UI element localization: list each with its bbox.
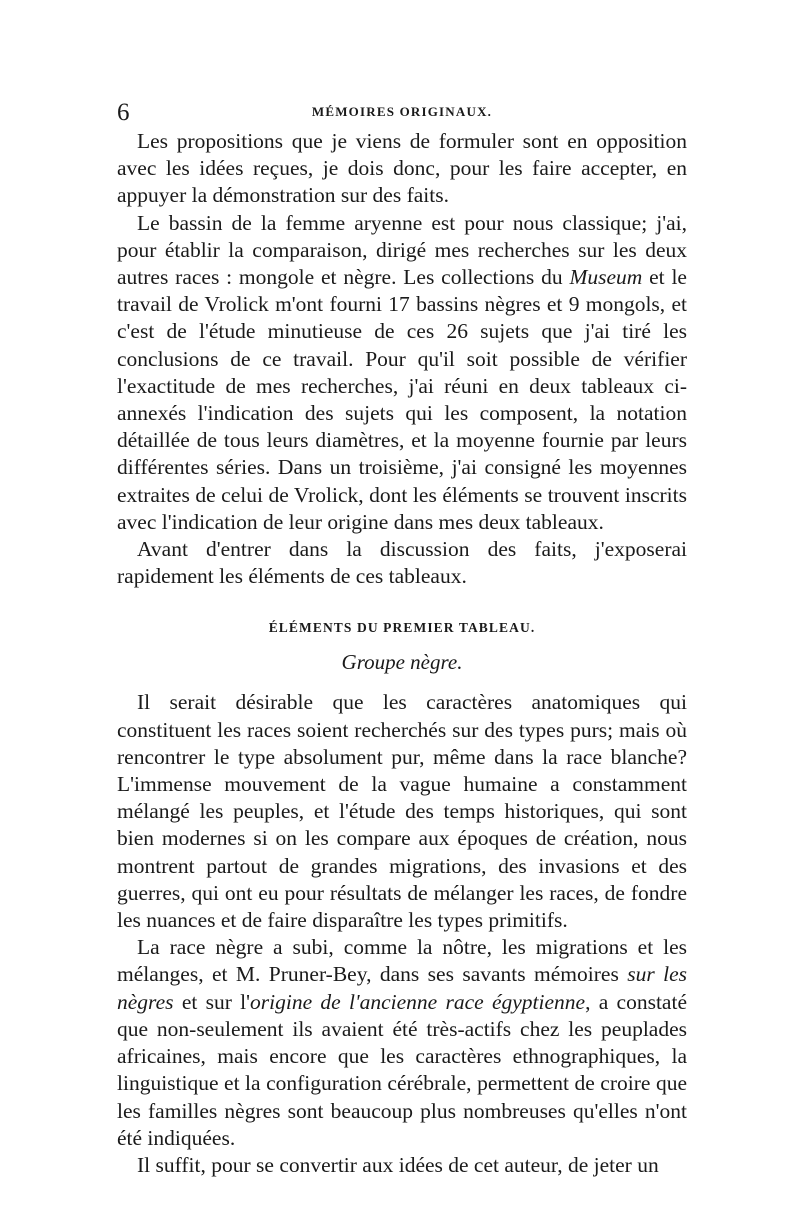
page-header [117, 98, 687, 128]
paragraph-5-italic-b: origine de l'ancienne race égyptienne [250, 989, 586, 1014]
paragraph-5 [117, 934, 687, 1152]
paragraph-1: Les propositions que je viens de formuler sont en opposition avec les idées reçues, je dois donc, pour les faire accepter, en appuyer la démonstration sur des faits. [117, 129, 687, 208]
paragraph-5-text-a: La race nègre a subi, comme la nôtre, les migrations et les mélanges, et M. Pruner-Bey, dans ses savants mémoires [117, 935, 687, 987]
paragraph-5-text-c: , a constaté que non-seulement ils avaient été très-actifs chez les peuplades africaines, mais encore que les caractères ethnographiques, la linguistique et la configuration cérébrale, permettent de croire que les familles nègres sont beaucoup plus nombreuses qu'elles n'ont été indiquées. [117, 989, 687, 1150]
running-title: MÉMOIRES ORIGINAUX. [311, 104, 493, 119]
paragraph-5-text-b: et sur l' [173, 989, 251, 1014]
subsection-heading: Groupe nègre. [341, 650, 463, 675]
paragraph-5-italic-a: sur les nègres [117, 962, 687, 1014]
paragraph-6: Il suffit, pour se convertir aux idées de cet auteur, de jeter un [137, 1152, 659, 1177]
book-page [117, 98, 687, 1179]
paragraph-2-text-b: et le travail de Vrolick m'ont fourni 17 bassins nègres et 9 mongols, et c'est de l'étude minutieuse de ces 26 sujets que j'ai tiré les conclusions de ce travail. Pour qu'il soit possible de vérifier l'exactitude de mes recherches, j'ai réuni en deux tableaux ci-annexés l'indication des sujets qui les composent, la notation détaillée de tous leurs diamètres, et la moyenne fournie par leurs différentes séries. Dans un troisième, j'ai consigné les moyennes extraites de celui de Vrolick, dont les éléments se trouvent inscrits avec l'indication de leur origine dans mes deux tableaux. [117, 265, 687, 534]
museum-italic: Museum [569, 265, 643, 290]
paragraph-3: Avant d'entrer dans la discussion des faits, j'exposerai rapidement les éléments de ces tableaux. [117, 537, 687, 589]
paragraph-2 [117, 210, 687, 536]
page-number: 6 [117, 99, 130, 126]
paragraph-2-text-a: Le bassin de la femme aryenne est pour nous classique; j'ai, pour établir la comparaison, dirigé mes recherches sur les deux autres races : mongole et nègre. Les collections du [117, 210, 687, 290]
paragraph-4: Il serait désirable que les caractères anatomiques qui constituent les races soient recherchés sur des types purs; mais où rencontrer le type absolument pur, même dans la race blanche? L'immense mouvement de la vague humaine a constamment mélangé les peuples, et l'étude des temps historiques, qui sont bien modernes si on les compare aux époques de création, nous montrent partout de grandes migrations, des invasions et des guerres, qui ont eu pour résultats de mélanger les races, de fondre les nuances et de faire disparaître les types primitifs. [117, 690, 687, 933]
section-heading: ÉLÉMENTS DU PREMIER TABLEAU. [268, 620, 536, 636]
